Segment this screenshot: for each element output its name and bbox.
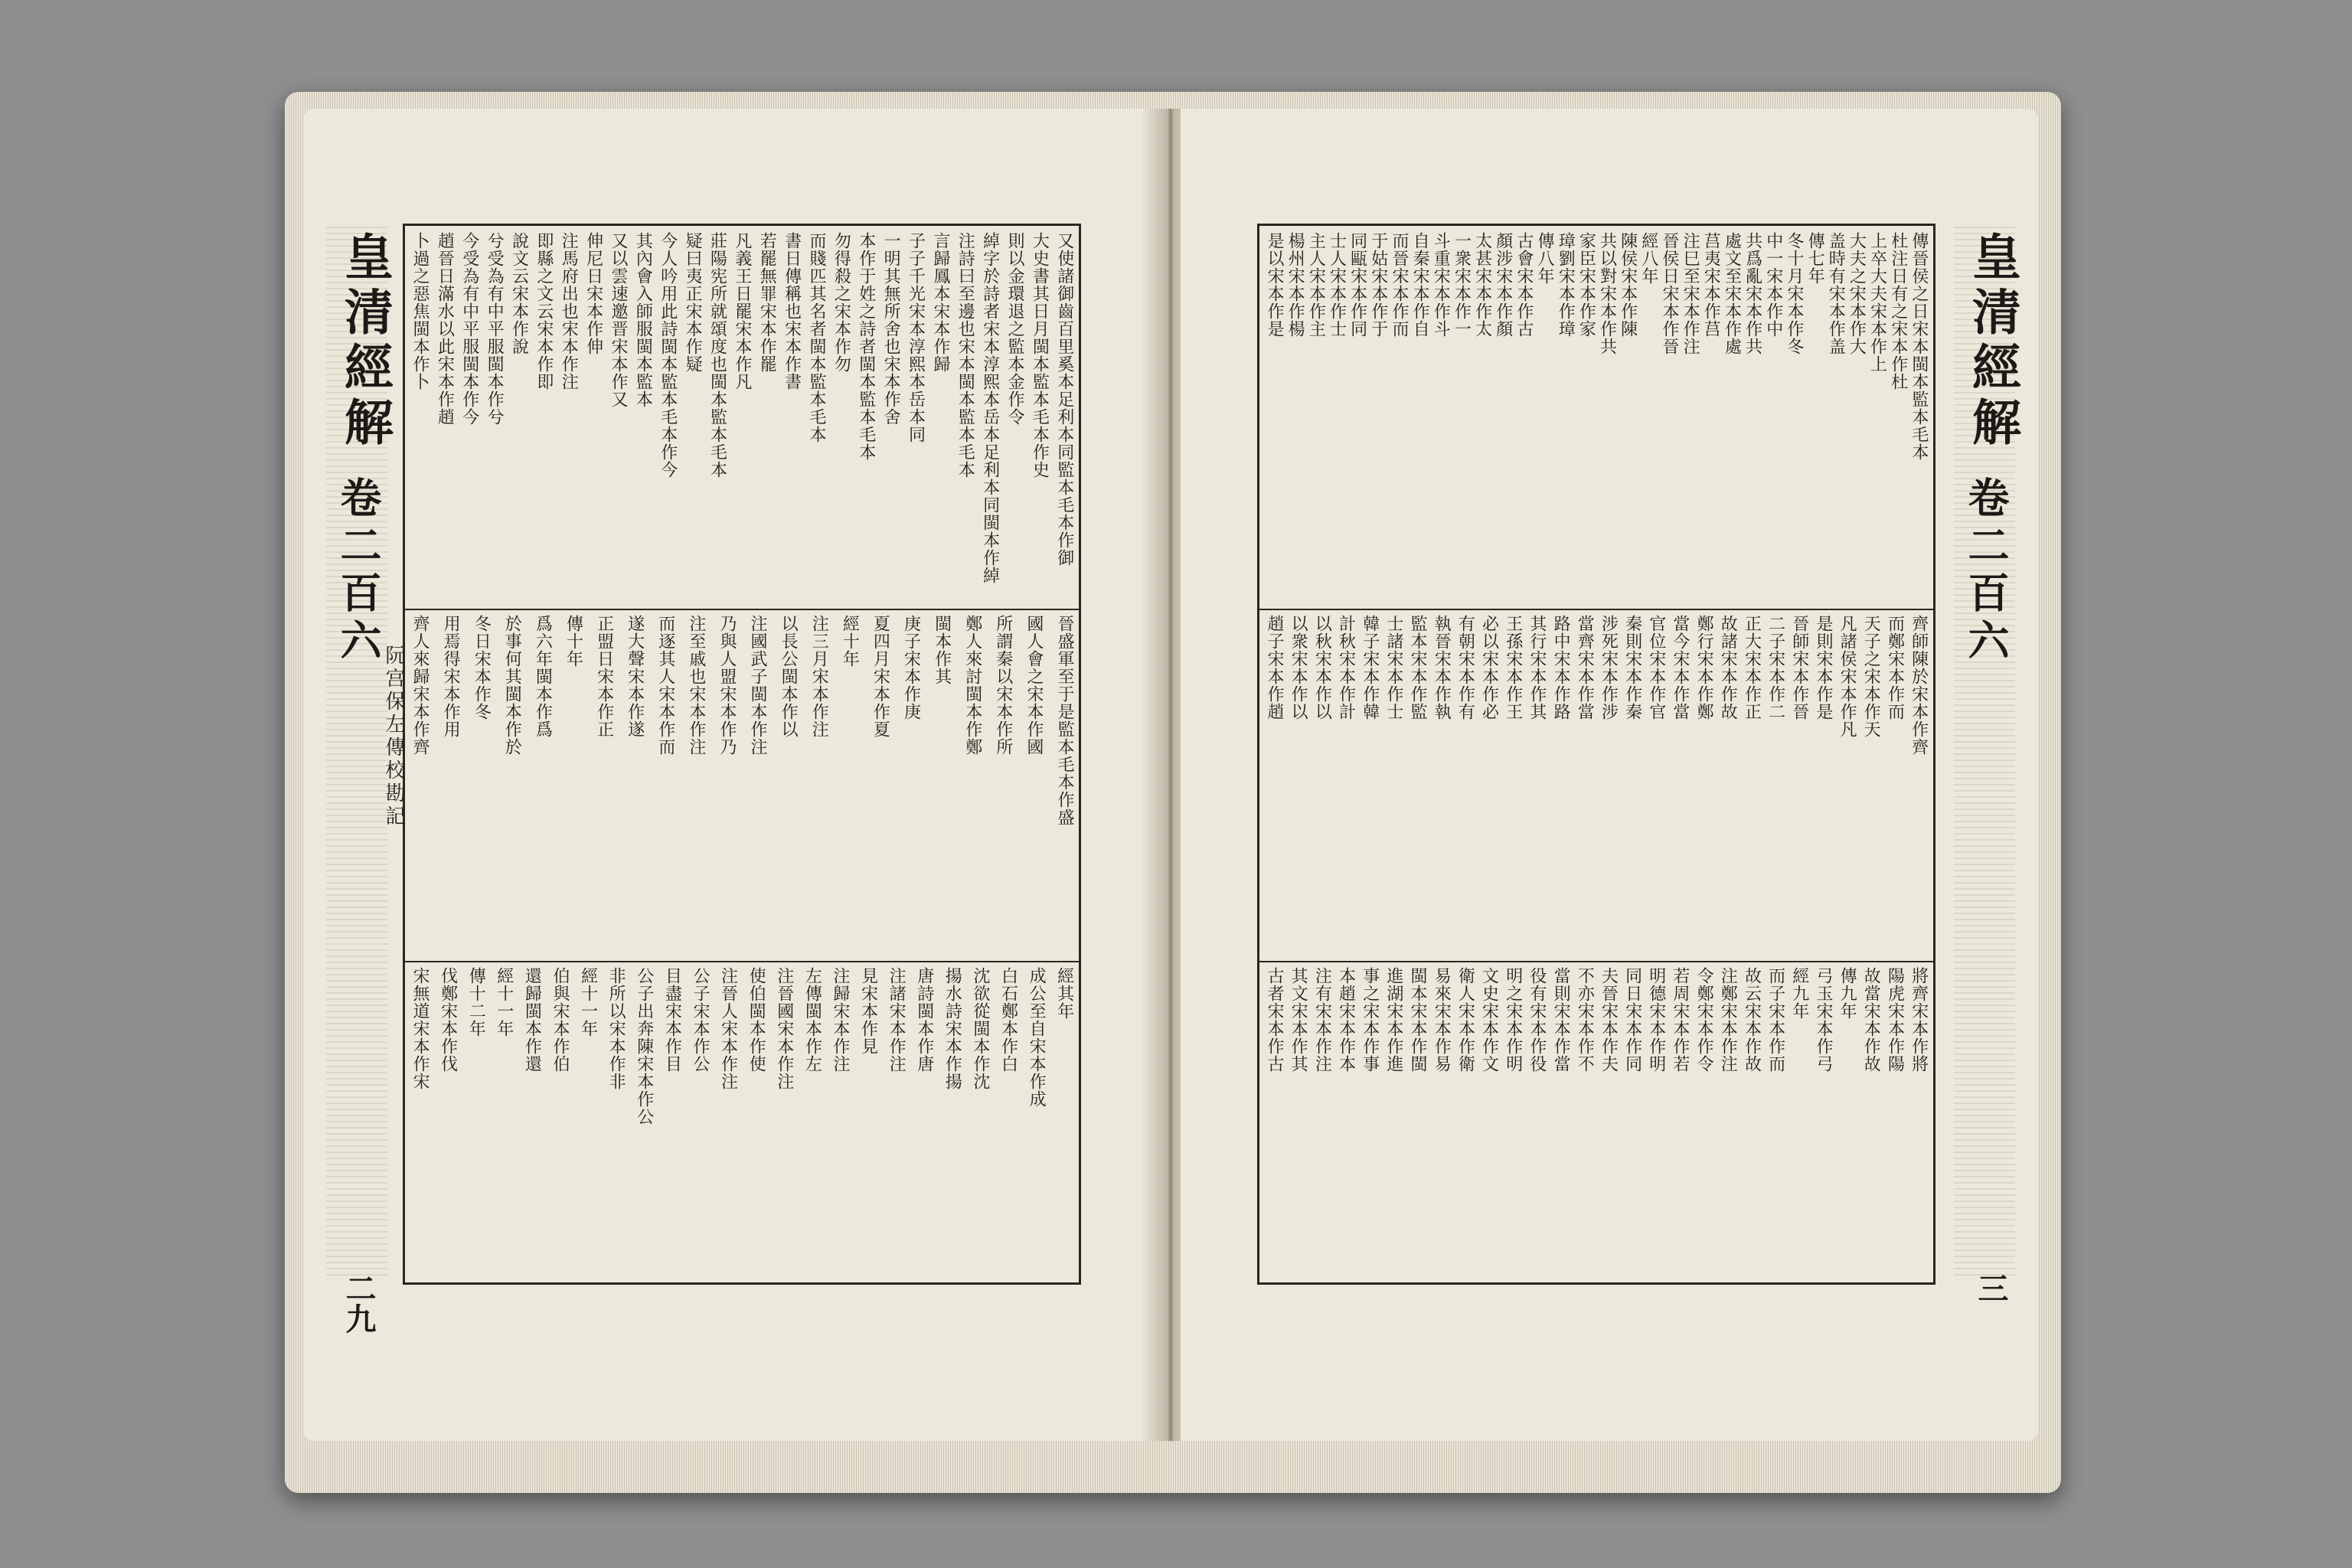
right-bottom-column: 陽虎宋本作陽 [1885,967,1905,1073]
right-bottom-column: 進湖宋本作進 [1383,967,1403,1073]
left-top-column: 又以雲速邀晋宋本作又 [609,232,628,408]
left-top-column: 說文云宋本作說 [509,232,529,355]
right-bottom-column: 故當宋本作故 [1861,967,1881,1073]
left-bottom-column: 揚水詩宋本作揚 [942,967,962,1090]
right-top-column: 同甌宋本作同 [1348,232,1367,338]
right-bottom-column: 經九年 [1789,967,1809,1020]
left-middle-column: 閩本作其 [932,615,952,685]
left-bottom-column: 傳十二年 [466,967,486,1037]
right-top-column: 杜注日有之宋本作杜 [1888,232,1908,390]
left-bottom-column: 注歸宋本作注 [830,967,850,1073]
right-top-column: 經八年 [1638,232,1658,285]
right-bottom-column: 明之宋本作明 [1503,967,1523,1073]
right-text-frame [1257,224,1936,1285]
left-page [303,109,1161,1441]
right-bottom-column: 弓玉宋本作弓 [1813,967,1833,1073]
right-bottom-column: 將齊宋本作將 [1909,967,1929,1073]
left-middle-column: 齊人來歸宋本作齊 [410,615,430,756]
right-top-column: 晉侯日宋本作晉 [1659,232,1679,355]
right-top-column: 家臣宋本作家 [1576,232,1596,338]
right-top-column: 璋劉宋本作璋 [1556,232,1576,338]
left-bottom-block [405,967,1079,1276]
right-middle-column: 正大宋本作正 [1742,615,1762,720]
right-middle-column: 有朝宋本作有 [1455,615,1475,720]
left-middle-column: 注三月宋本作注 [809,615,829,738]
right-middle-column: 當今宋本作當 [1670,615,1690,720]
left-bottom-column: 左傳閩本作左 [802,967,822,1073]
right-top-column: 于姑宋本作于 [1368,232,1388,338]
right-edge-title: 皇清經解 [1964,231,2021,452]
right-top-column: 莒夷宋本作莒 [1701,232,1721,338]
left-bottom-column: 經十一年 [494,967,514,1037]
right-middle-column: 必以宋本作必 [1479,615,1499,720]
right-middle-column: 鄭行宋本作鄭 [1694,615,1714,720]
left-top-column: 兮受為有中平服閩本作兮 [485,232,505,426]
right-middle-column: 天子之宋本作天 [1861,615,1881,738]
left-folio: 二九 [341,1272,377,1334]
right-middle-column: 晉師宋本作晉 [1789,615,1809,720]
left-middle-column: 經十年 [840,615,860,668]
left-bottom-column: 目盡宋本作目 [662,967,682,1073]
left-bottom-column: 見宋本作見 [858,967,878,1055]
right-middle-column: 官位宋本作官 [1646,615,1666,720]
right-top-column: 一衆宋本作一 [1452,232,1472,338]
right-folio: 三 [1973,1272,2009,1303]
right-bottom-column: 明德宋本作明 [1646,967,1666,1073]
left-top-column: 則以金環退之監本金作令 [1005,232,1024,426]
right-top-column: 顏涉宋本作顏 [1493,232,1513,338]
left-margin-caption: 阮宫保左傳校勘記 [382,645,405,828]
left-bottom-column: 公子出奔陳宋本作公 [634,967,654,1125]
left-middle-column: 遂大聲宋本作遂 [625,615,645,738]
right-bottom-column: 傳九年 [1838,967,1857,1020]
left-rule-1 [405,609,1079,610]
right-bottom-column: 夫晉宋本作夫 [1599,967,1619,1073]
left-middle-column: 乃與人盟宋本作乃 [717,615,737,756]
right-top-column: 傳晉侯之日宋本閩本監本毛本 [1909,232,1929,461]
left-middle-column: 夏四月宋本作夏 [871,615,890,738]
right-bottom-column: 文史宋本作文 [1479,967,1499,1073]
right-top-column: 是以宋本作是 [1265,232,1284,338]
right-top-column: 傳八年 [1535,232,1555,285]
left-rule-2 [405,961,1079,962]
left-top-column: 今受為有中平服閩本作今 [459,232,479,426]
left-middle-column: 於事何其閩本作於 [502,615,522,756]
left-bottom-column: 公子宋本作公 [690,967,710,1073]
right-middle-column: 計秋宋本作計 [1336,615,1356,720]
right-top-column: 盖時有宋本作盖 [1826,232,1846,355]
left-bottom-column: 經十一年 [578,967,598,1037]
left-middle-column: 晉盛軍至于是監本毛本作盛 [1054,615,1074,826]
left-top-column: 子子千光宋本淳熙本岳本同 [906,232,926,443]
left-bottom-column: 經其年 [1054,967,1074,1020]
right-rule-1 [1259,609,1933,610]
right-middle-column: 其行宋本作其 [1527,615,1547,720]
right-bottom-column: 古者宋本作古 [1265,967,1284,1073]
right-bottom-column: 其文宋本作其 [1289,967,1308,1073]
left-bottom-column: 注晉國宋本作注 [774,967,794,1090]
right-top-column: 陳侯宋本作陳 [1618,232,1638,338]
left-top-column: 本作于姓之詩者閩本監本毛本 [856,232,876,461]
left-bottom-column: 注晉人宋本作注 [718,967,738,1090]
left-top-column: 又使諸御齒百里奚本足利本同監本毛本作御 [1054,232,1074,567]
right-middle-column: 韓子宋本作韓 [1360,615,1380,720]
left-middle-column: 以長公閩本作以 [779,615,799,738]
left-top-column: 莊陽宪所就頌度也閩本監本毛本 [707,232,727,479]
right-top-column: 上卒大夫宋本作上 [1867,232,1887,373]
left-top-block [405,232,1079,603]
left-middle-column: 正盟日宋本作正 [594,615,614,738]
left-bottom-column: 沈欲從閩本作沈 [970,967,990,1090]
right-bottom-column: 易來宋本作易 [1432,967,1452,1073]
right-top-column: 太甚宋本作太 [1472,232,1492,338]
left-top-column: 而賤匹其名者閩本監本毛本 [807,232,826,443]
left-top-column: 勿得殺之宋本作勿 [831,232,851,373]
left-middle-column: 爲六年閩本作爲 [533,615,553,738]
left-middle-column: 庚子宋本作庚 [901,615,921,720]
left-top-column: 綽字於詩者宋本淳熙本岳本足利本同閩本作綽 [980,232,1000,584]
right-top-column: 主人宋本作主 [1306,232,1326,338]
right-middle-column: 士諸宋本作士 [1383,615,1403,720]
right-middle-column: 監本宋本作監 [1408,615,1428,720]
right-middle-column: 秦則宋本作秦 [1622,615,1642,720]
right-top-column: 處文至宋本作處 [1722,232,1742,355]
left-edge-title: 皇清經解 [336,231,394,452]
left-middle-column: 而逐其人宋本作而 [655,615,675,756]
left-middle-column: 冬日宋本作冬 [472,615,492,720]
left-top-column: 即縣之文云宋本作即 [534,232,554,390]
right-middle-block [1259,615,1933,955]
left-top-column: 注馬府出也宋本作注 [559,232,579,390]
left-top-column: 趙晉日滿水以此宋本作趙 [435,232,455,426]
right-middle-column: 當齊宋本作當 [1575,615,1595,720]
right-top-column: 中一宋本作中 [1763,232,1783,338]
right-middle-column: 執晉宋本作執 [1432,615,1452,720]
left-middle-column: 國人會之宋本作國 [1024,615,1044,756]
left-bottom-column: 非所以宋本作非 [606,967,626,1090]
left-bottom-column: 白石鄭本作白 [998,967,1018,1073]
right-rule-2 [1259,961,1933,962]
left-top-column: 凡義王日罷宋本作凡 [732,232,752,390]
right-top-column: 共爲亂宋本作共 [1743,232,1762,355]
right-bottom-column: 同日宋本作同 [1622,967,1642,1073]
right-volume-label: 卷二百六 [1962,476,2011,666]
right-bottom-column: 事之宋本作事 [1360,967,1380,1073]
right-top-column: 古會宋本作古 [1514,232,1534,338]
right-bottom-column: 本趙宋本作本 [1336,967,1356,1073]
left-bottom-column: 成公至自宋本作成 [1027,967,1047,1108]
right-bottom-column: 若周宋本作若 [1670,967,1690,1073]
left-top-column: 注詩曰至邊也宋本閩本監本毛本 [956,232,975,479]
right-middle-column: 趙子宋本作趙 [1265,615,1284,720]
left-bottom-column: 唐詩閩本作唐 [914,967,934,1073]
left-top-column: 卜過之惡焦閩本作卜 [410,232,430,390]
right-middle-column: 齊師陳於宋本作齊 [1909,615,1929,756]
right-bottom-column: 故云宋本作故 [1742,967,1762,1073]
right-bottom-column: 注有宋本作注 [1312,967,1332,1073]
right-top-column: 楊州宋本作楊 [1285,232,1305,338]
right-top-column: 斗重宋本作斗 [1431,232,1451,338]
right-bottom-block [1259,967,1933,1276]
left-middle-column: 用焉得宋本作用 [441,615,461,738]
right-bottom-column: 當則宋本作當 [1551,967,1571,1073]
right-middle-column: 以衆宋本作以 [1289,615,1308,720]
left-bottom-column: 宋無道宋本作宋 [410,967,430,1090]
right-bottom-column: 衛人宋本作衛 [1455,967,1475,1073]
left-bottom-column: 伐鄭宋本作伐 [438,967,458,1073]
left-top-column: 伸尼日宋本作伸 [583,232,603,355]
right-top-column: 士人宋本作士 [1327,232,1347,338]
right-top-column: 自秦宋本作自 [1410,232,1430,338]
left-middle-column: 鄭人來討閩本作鄭 [962,615,982,756]
right-middle-column: 故諸宋本作故 [1718,615,1738,720]
right-middle-column: 路中宋本作路 [1551,615,1571,720]
right-top-column: 傳七年 [1805,232,1825,285]
right-top-column: 共以對宋本作共 [1597,232,1617,355]
open-book [285,92,2061,1493]
left-top-column: 若罷無罪宋本作罷 [757,232,777,373]
left-top-column: 其內會入師服閩本監本 [633,232,653,408]
left-middle-column: 注國武子閩本作注 [748,615,768,756]
right-middle-column: 二子宋本作二 [1766,615,1785,720]
right-bottom-column: 不亦宋本作不 [1575,967,1595,1073]
right-middle-column: 以秋宋本作以 [1312,615,1332,720]
left-top-column: 書日傳稱也宋本作書 [782,232,802,390]
left-top-column: 疑曰夷正宋本作疑 [683,232,703,373]
right-top-block [1259,232,1933,603]
right-top-column: 冬十月宋本作冬 [1784,232,1804,355]
right-middle-column: 而鄭宋本作而 [1885,615,1905,720]
right-middle-column: 凡諸侯宋本作凡 [1838,615,1857,738]
right-middle-column: 是則宋本作是 [1813,615,1833,720]
left-top-column: 大史書其日月閩本監本毛本作史 [1030,232,1050,479]
right-page [1181,109,2038,1441]
left-top-column: 言歸鳳本宋本作歸 [930,232,950,373]
right-bottom-column: 役有宋本作役 [1527,967,1547,1073]
left-bottom-column: 伯與宋本作伯 [550,967,570,1073]
right-bottom-column: 注鄭宋本作注 [1718,967,1738,1073]
right-top-column: 而晉宋本作而 [1389,232,1409,338]
right-bottom-column: 閩本宋本作閩 [1408,967,1428,1073]
right-bottom-column: 令鄭宋本作令 [1694,967,1714,1073]
left-top-column: 一明其無所舍也宋本作舍 [881,232,901,426]
left-text-frame [403,224,1081,1285]
left-middle-column: 傳十年 [564,615,583,668]
right-middle-column: 涉死宋本作涉 [1599,615,1619,720]
left-middle-block [405,615,1079,955]
left-volume-label: 卷二百六 [334,476,383,666]
left-top-column: 今人吟用此詩閩本監本毛本作今 [658,232,678,479]
right-top-column: 注巳至宋本作注 [1681,232,1700,355]
left-bottom-column: 注諸宋本作注 [887,967,906,1073]
left-bottom-column: 使伯閩本作使 [746,967,766,1073]
right-middle-column: 王孫宋本作王 [1503,615,1523,720]
left-middle-column: 所謂秦以宋本作所 [993,615,1013,756]
left-middle-column: 注至戚也宋本作注 [686,615,706,756]
right-bottom-column: 而子宋本作而 [1766,967,1785,1073]
left-bottom-column: 還歸閩本作還 [522,967,542,1073]
right-top-column: 大夫之宋本作大 [1847,232,1867,355]
